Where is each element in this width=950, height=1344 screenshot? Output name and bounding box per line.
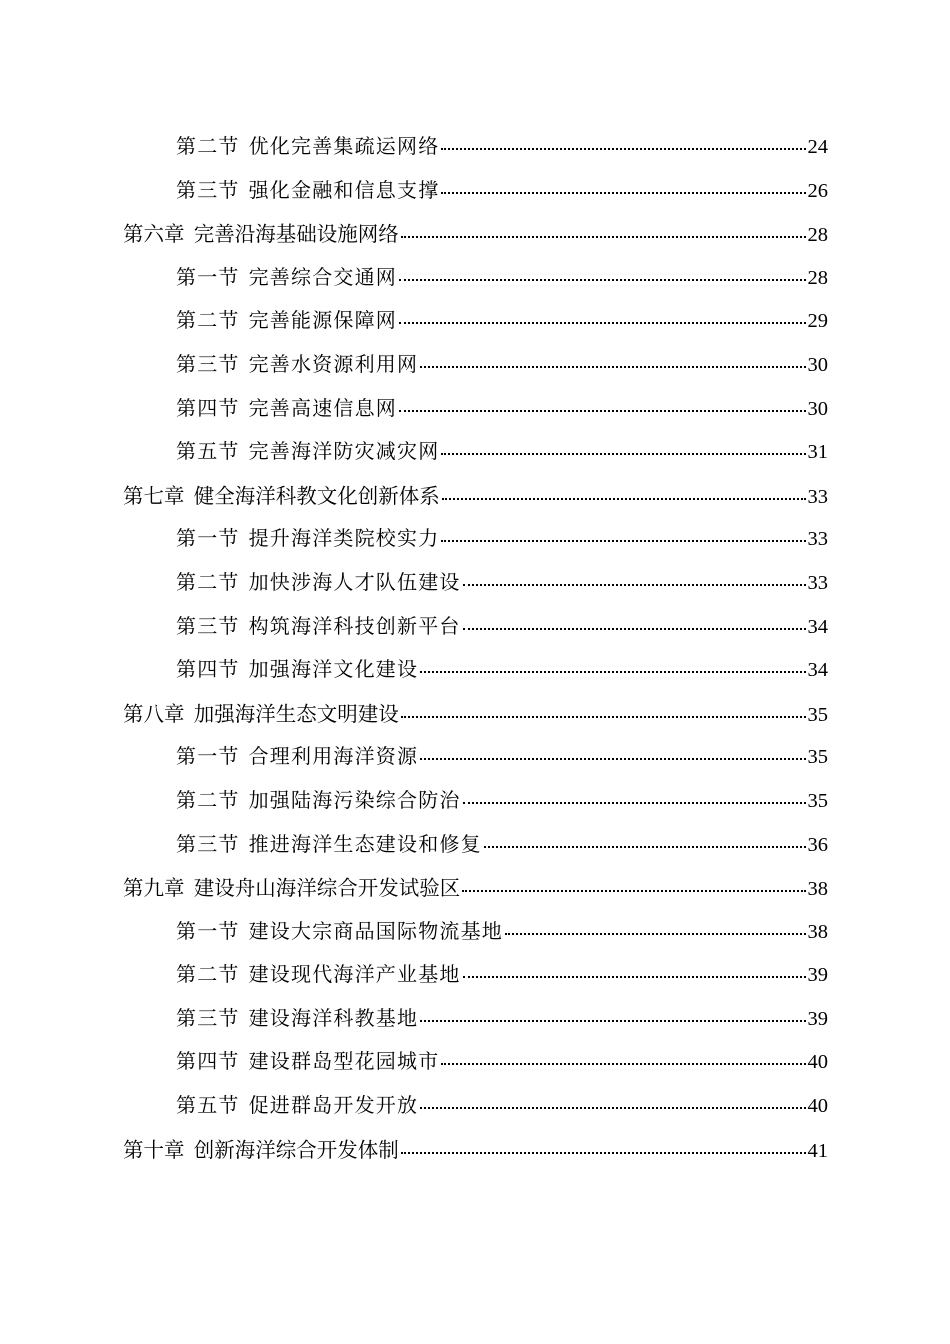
toc-entry-title: 建设舟山海洋综合开发试验区 bbox=[193, 876, 461, 901]
toc-entry-label bbox=[123, 1133, 399, 1163]
toc-entry-number: 第三节 bbox=[176, 351, 240, 376]
toc-entry-label bbox=[123, 217, 399, 247]
toc-entry-number: 第七章 bbox=[123, 483, 185, 508]
toc-dot-leader bbox=[401, 1152, 806, 1154]
toc-entry-title: 完善高速信息网 bbox=[248, 395, 398, 420]
toc-entry-number: 第二节 bbox=[176, 308, 240, 333]
toc-section-entry[interactable] bbox=[0, 1045, 828, 1089]
toc-entry-label bbox=[176, 958, 461, 987]
toc-page-number: 38 bbox=[807, 920, 828, 943]
toc-entry-number: 第三节 bbox=[176, 1005, 240, 1030]
toc-entry-number: 第四节 bbox=[176, 657, 240, 682]
toc-entry-title: 加强海洋文化建设 bbox=[248, 657, 419, 682]
toc-chapter-entry[interactable] bbox=[0, 479, 828, 523]
toc-dot-leader bbox=[420, 1107, 805, 1109]
toc-page-number: 26 bbox=[807, 179, 828, 202]
toc-entry-title: 合理利用海洋资源 bbox=[248, 744, 419, 769]
toc-section-entry[interactable] bbox=[0, 522, 828, 566]
toc-entry-title: 推进海洋生态建设和修复 bbox=[248, 831, 482, 856]
toc-entry-label bbox=[176, 1089, 418, 1118]
toc-entry-label bbox=[123, 697, 399, 727]
toc-section-entry[interactable] bbox=[0, 348, 828, 392]
toc-entry-number: 第三节 bbox=[176, 613, 240, 638]
toc-page-number: 29 bbox=[807, 310, 828, 333]
toc-dot-leader bbox=[401, 236, 806, 238]
toc-entry-title: 优化完善集疏运网络 bbox=[248, 134, 440, 158]
toc-entry-label bbox=[176, 566, 461, 595]
toc-entry-title: 完善能源保障网 bbox=[248, 308, 398, 333]
toc-dot-leader bbox=[441, 453, 805, 455]
toc-entry-number: 第二节 bbox=[176, 787, 240, 812]
toc-dot-leader bbox=[505, 933, 805, 935]
toc-section-entry[interactable] bbox=[0, 1089, 828, 1133]
toc-page-number: 38 bbox=[807, 878, 828, 901]
toc-section-entry[interactable] bbox=[0, 958, 828, 1002]
toc-page-number: 33 bbox=[807, 528, 828, 551]
toc-entry-title: 建设现代海洋产业基地 bbox=[248, 962, 461, 987]
toc-entry-number: 第二节 bbox=[176, 134, 240, 158]
toc-entry-label bbox=[176, 392, 397, 421]
toc-page-number: 30 bbox=[807, 397, 828, 420]
toc-section-entry[interactable] bbox=[0, 915, 828, 959]
toc-chapter-entry[interactable] bbox=[0, 1133, 828, 1177]
toc-section-entry[interactable] bbox=[0, 610, 828, 654]
toc-page-number: 35 bbox=[807, 789, 828, 812]
toc-entry-number: 第五节 bbox=[176, 1093, 240, 1118]
toc-page-number: 34 bbox=[807, 615, 828, 638]
toc-entry-title: 完善综合交通网 bbox=[248, 264, 398, 289]
toc-entry-number: 第一节 bbox=[176, 264, 240, 289]
toc-page-number: 31 bbox=[807, 441, 828, 464]
toc-entry-label bbox=[176, 610, 461, 639]
toc-page-number: 41 bbox=[807, 1139, 828, 1162]
toc-chapter-entry[interactable] bbox=[0, 871, 828, 915]
toc-section-entry[interactable] bbox=[0, 261, 828, 305]
toc-page-number: 28 bbox=[807, 266, 828, 289]
toc-entry-title: 构筑海洋科技创新平台 bbox=[248, 613, 461, 638]
toc-page-number: 35 bbox=[807, 746, 828, 769]
toc-section-entry[interactable] bbox=[0, 435, 828, 479]
toc-entry-number: 第六章 bbox=[123, 222, 185, 247]
toc-dot-leader bbox=[420, 366, 805, 368]
toc-entry-number: 第三节 bbox=[176, 177, 240, 202]
toc-dot-leader bbox=[399, 410, 805, 412]
toc-entry-title: 建设群岛型花园城市 bbox=[248, 1049, 440, 1074]
toc-entry-number: 第四节 bbox=[176, 1049, 240, 1074]
toc-page-number: 39 bbox=[807, 1007, 828, 1030]
toc-entry-label bbox=[176, 304, 397, 333]
toc-entry-title: 加强海洋生态文明建设 bbox=[193, 701, 399, 726]
toc-dot-leader bbox=[441, 148, 805, 150]
toc-page-number: 24 bbox=[807, 136, 828, 158]
toc-entry-title: 加快涉海人才队伍建设 bbox=[248, 569, 461, 594]
toc-chapter-entry[interactable] bbox=[0, 697, 828, 741]
toc-entry-number: 第二节 bbox=[176, 569, 240, 594]
toc-dot-leader bbox=[399, 322, 805, 324]
toc-entry-title: 加强陆海污染综合防治 bbox=[248, 787, 461, 812]
toc-dot-leader bbox=[463, 628, 806, 630]
toc-section-entry[interactable] bbox=[0, 566, 828, 610]
toc-entry-label bbox=[176, 828, 482, 857]
toc-entry-label bbox=[123, 479, 440, 509]
toc-section-entry[interactable] bbox=[0, 304, 828, 348]
toc-entry-number: 第九章 bbox=[123, 876, 185, 901]
toc-entry-number: 第五节 bbox=[176, 439, 240, 464]
toc-section-entry[interactable] bbox=[0, 828, 828, 872]
toc-entry-number: 第一节 bbox=[176, 918, 240, 943]
toc-section-entry[interactable] bbox=[0, 174, 828, 218]
toc-entry-number: 第一节 bbox=[176, 744, 240, 769]
toc-dot-leader bbox=[462, 890, 805, 892]
toc-entry-label bbox=[176, 784, 461, 813]
toc-page-number: 33 bbox=[807, 571, 828, 594]
toc-entry-title: 建设大宗商品国际物流基地 bbox=[248, 918, 504, 943]
toc-page-number: 40 bbox=[807, 1051, 828, 1074]
toc-entry-title: 完善海洋防灾减灾网 bbox=[248, 439, 440, 464]
toc-entry-label bbox=[176, 1002, 418, 1031]
toc-dot-leader bbox=[420, 671, 805, 673]
toc-dot-leader bbox=[442, 498, 806, 500]
toc-entry-number: 第一节 bbox=[176, 526, 240, 551]
toc-dot-leader bbox=[463, 584, 806, 586]
toc-entry-number: 第四节 bbox=[176, 395, 240, 420]
toc-dot-leader bbox=[420, 758, 805, 760]
toc-page-number: 39 bbox=[807, 964, 828, 987]
table-of-contents bbox=[0, 130, 950, 1176]
toc-entry-label bbox=[176, 653, 418, 682]
toc-entry-label bbox=[176, 522, 439, 551]
toc-entry-title: 建设海洋科教基地 bbox=[248, 1005, 419, 1030]
toc-section-entry[interactable] bbox=[0, 1002, 828, 1046]
toc-chapter-entry[interactable] bbox=[0, 217, 828, 261]
toc-entry-label bbox=[176, 740, 418, 769]
toc-dot-leader bbox=[463, 802, 806, 804]
toc-entry-label bbox=[176, 130, 439, 159]
toc-page-number: 30 bbox=[807, 353, 828, 376]
toc-dot-leader bbox=[441, 540, 805, 542]
toc-dot-leader bbox=[401, 716, 806, 718]
toc-page-number: 40 bbox=[807, 1095, 828, 1118]
toc-dot-leader bbox=[484, 846, 806, 848]
toc-entry-label bbox=[176, 1045, 439, 1074]
toc-entry-title: 提升海洋类院校实力 bbox=[248, 526, 440, 551]
toc-page-number: 36 bbox=[807, 833, 828, 856]
toc-section-entry[interactable] bbox=[0, 653, 828, 697]
toc-entry-number: 第十章 bbox=[123, 1137, 185, 1162]
toc-page-number: 28 bbox=[807, 224, 828, 247]
toc-entry-title: 完善沿海基础设施网络 bbox=[193, 222, 399, 247]
toc-entry-title: 健全海洋科教文化创新体系 bbox=[193, 483, 440, 508]
toc-dot-leader bbox=[420, 1020, 805, 1022]
toc-entry-title: 创新海洋综合开发体制 bbox=[193, 1137, 399, 1162]
toc-entry-number: 第三节 bbox=[176, 831, 240, 856]
toc-section-entry[interactable] bbox=[0, 392, 828, 436]
toc-page-number: 33 bbox=[807, 485, 828, 508]
toc-dot-leader bbox=[441, 192, 805, 194]
toc-entry-label bbox=[176, 348, 418, 377]
toc-dot-leader bbox=[399, 279, 805, 281]
toc-dot-leader bbox=[441, 1063, 805, 1065]
toc-entry-number: 第八章 bbox=[123, 701, 185, 726]
toc-page-number: 35 bbox=[807, 703, 828, 726]
toc-entry-number: 第二节 bbox=[176, 962, 240, 987]
toc-entry-title: 完善水资源利用网 bbox=[248, 351, 419, 376]
toc-entry-label bbox=[176, 435, 439, 464]
toc-entry-label bbox=[176, 915, 503, 944]
toc-entry-label bbox=[176, 261, 397, 290]
toc-page-number: 34 bbox=[807, 659, 828, 682]
toc-dot-leader bbox=[463, 976, 806, 978]
toc-entry-label bbox=[123, 871, 460, 901]
toc-section-entry[interactable] bbox=[0, 784, 828, 828]
toc-entry-title: 强化金融和信息支撑 bbox=[248, 177, 440, 202]
toc-section-entry[interactable] bbox=[0, 740, 828, 784]
toc-section-entry[interactable] bbox=[0, 130, 828, 174]
toc-entry-title: 促进群岛开发开放 bbox=[248, 1093, 419, 1118]
toc-entry-label bbox=[176, 174, 439, 203]
